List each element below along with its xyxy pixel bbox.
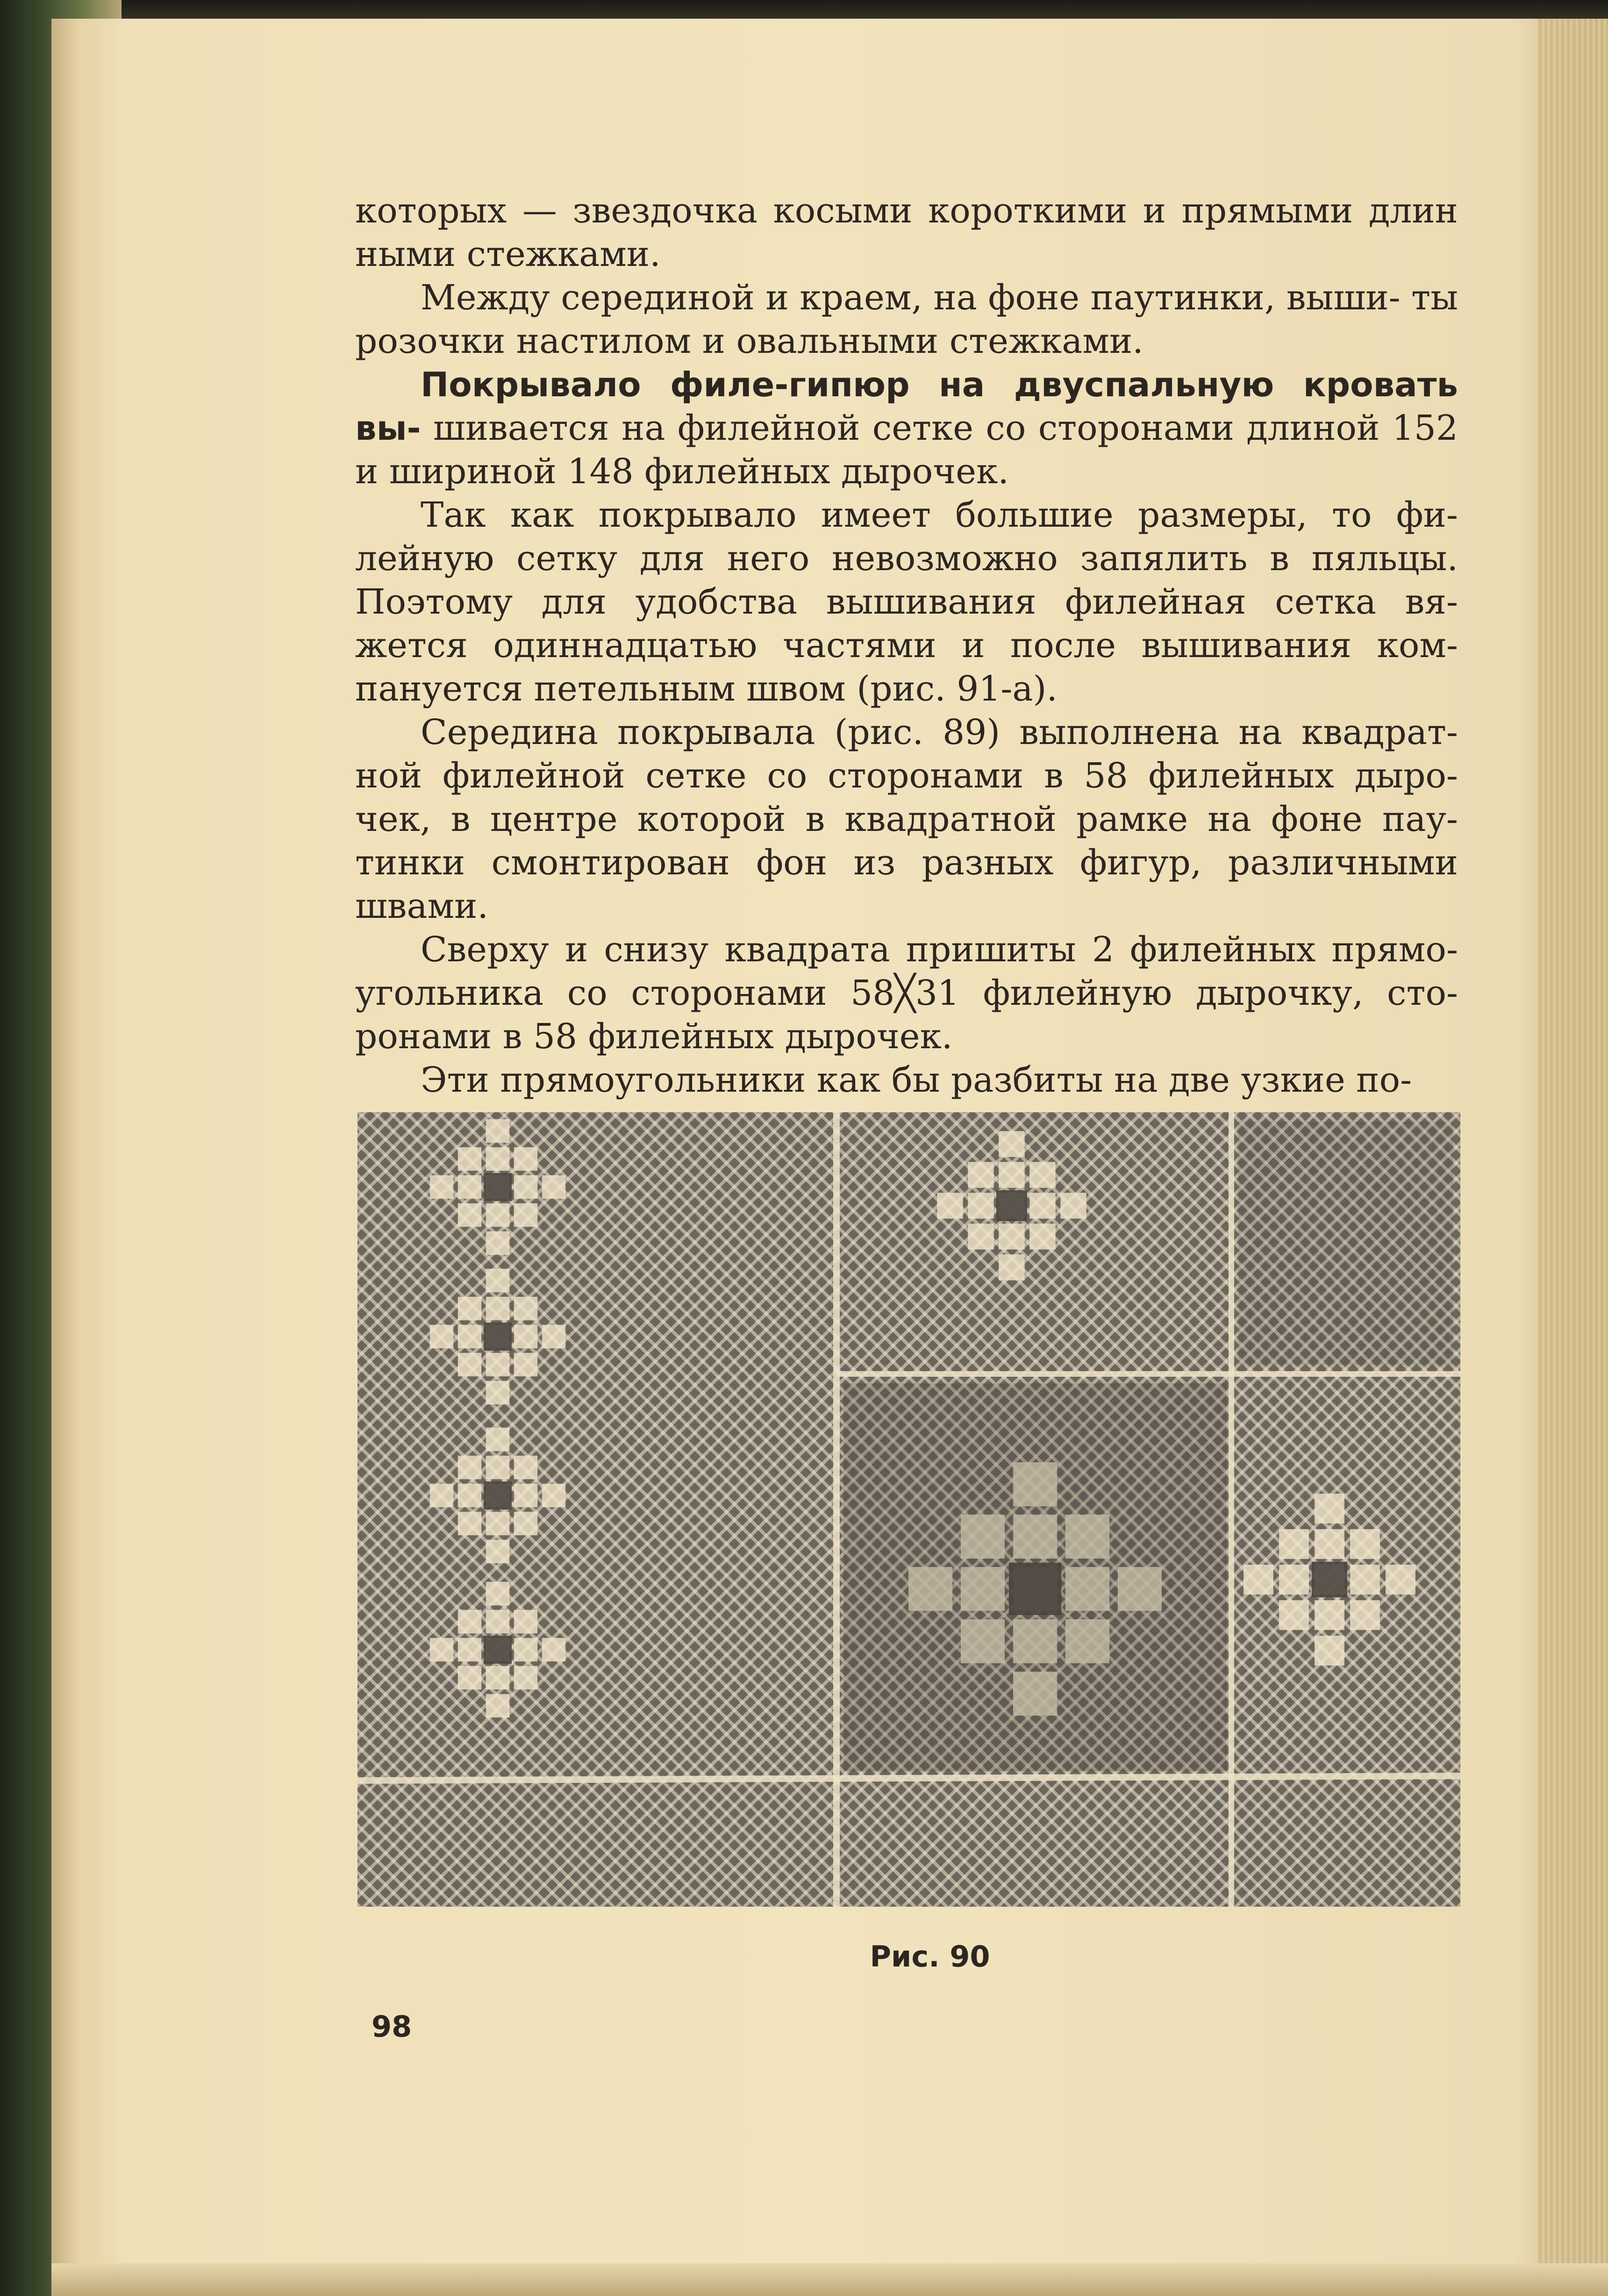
lace-block (486, 1203, 509, 1227)
lace-block (1315, 1636, 1344, 1666)
lace-block (486, 1381, 509, 1404)
lace-block (843, 1383, 1227, 1771)
lace-block (1029, 1223, 1055, 1249)
lace-block (1029, 1162, 1055, 1187)
lace-block (1315, 1529, 1344, 1559)
lace-block (999, 1254, 1024, 1280)
lace-block (458, 1175, 481, 1199)
lace-block (486, 1540, 509, 1563)
lace-block (486, 1353, 509, 1376)
lace-block (514, 1203, 537, 1227)
lace-block (486, 1231, 509, 1255)
page-stack-edge (1538, 19, 1608, 2296)
lace-block (514, 1297, 537, 1320)
lace-block (430, 1484, 453, 1507)
lace-block (486, 1456, 509, 1479)
lace-block (514, 1484, 537, 1507)
lace-block (458, 1203, 481, 1227)
lace-block (996, 1190, 1027, 1221)
lace-block (1244, 1565, 1273, 1595)
paragraph-run: шивается на филейной сетке со сторонами длиной 152 и шириной 148 филейных дырочек. (355, 408, 1458, 492)
lace-block (486, 1428, 509, 1451)
paragraph: Так как покрывало имеет большие размеры, то фи- лейную сетку для него невозможно запялить в пяльцы. Поэтому для удобства вышивания филейная сетка вя- жется одиннадцатью частями и после вышивания ком- пануется петельным швом (рис. 91-а). (355, 495, 1458, 709)
lace-block (458, 1610, 481, 1633)
lace-block (484, 1173, 512, 1201)
lace-block (968, 1162, 993, 1187)
lace-block (514, 1666, 537, 1689)
lace-block (1238, 1122, 1453, 1365)
lace-block (1350, 1600, 1380, 1630)
lace-block (542, 1638, 565, 1661)
lace-block (1350, 1565, 1380, 1595)
lace-block (514, 1325, 537, 1348)
lace-block (458, 1638, 481, 1661)
lace-block (1279, 1529, 1309, 1559)
lace-block (514, 1456, 537, 1479)
lace-block (1350, 1529, 1380, 1559)
lace-block (486, 1147, 509, 1171)
lace-block (968, 1193, 993, 1218)
lace-block (458, 1666, 481, 1689)
lace-block (514, 1610, 537, 1633)
lace-block (937, 1193, 963, 1218)
paragraph: Между серединой и краем, на фоне паутинки, выши- ты розочки настилом и овальными стежками. (355, 278, 1458, 361)
paragraph (355, 363, 1458, 494)
lace-block (999, 1131, 1024, 1157)
lace-block (486, 1582, 509, 1605)
lace-pattern-illustration (357, 1112, 1460, 1907)
lace-block (484, 1481, 512, 1509)
lace-block (1386, 1565, 1415, 1595)
lace-block (514, 1512, 537, 1535)
paragraph: Сверху и снизу квадрата пришиты 2 филейных прямо- угольника со сторонами 58╳31 филейную дырочку, сто- ронами в 58 филейных дырочек. (355, 930, 1458, 1057)
lace-block (486, 1269, 509, 1292)
lace-block (514, 1175, 537, 1199)
lace-block (458, 1512, 481, 1535)
page-bottom-edge (51, 2263, 1608, 2296)
lace-block (430, 1638, 453, 1661)
lace-seam (357, 1776, 1460, 1781)
paragraph: которых — звездочка косыми короткими и прямыми длин ными стежками. (355, 191, 1458, 274)
lace-block (486, 1610, 509, 1633)
lace-block (484, 1323, 512, 1351)
lace-block (430, 1325, 453, 1348)
lace-block (486, 1512, 509, 1535)
lace-block (514, 1147, 537, 1171)
lace-block (486, 1119, 509, 1143)
lace-block (514, 1353, 537, 1376)
bold-heading-run: Покрывало филе-гипюр на двуспальную кровать вы- (355, 365, 1458, 448)
lace-block (542, 1325, 565, 1348)
lace-block (1279, 1565, 1309, 1595)
lace-block (486, 1297, 509, 1320)
lace-block (968, 1223, 993, 1249)
lace-block (542, 1175, 565, 1199)
lace-block (486, 1666, 509, 1689)
lace-block (458, 1147, 481, 1171)
lace-block (514, 1638, 537, 1661)
lace-block (430, 1175, 453, 1199)
page-number: 98 (372, 2010, 412, 2044)
paragraph: Середина покрывала (рис. 89) выполнена на квадрат- ной филейной сетке со сторонами в 58 филейных дыро- чек, в центре которой в квадратной рамке на фоне пау- тинки смонтирован фон из разных фигур, различными швами. (355, 712, 1458, 926)
lace-block (1279, 1600, 1309, 1630)
paragraph: Эти прямоугольники как бы разбиты на две узкие по- (421, 1060, 1412, 1100)
body-text (355, 189, 1458, 1102)
lace-block (458, 1353, 481, 1376)
figure-caption: Рис. 90 (870, 1939, 990, 1974)
lace-block (542, 1484, 565, 1507)
lace-block (1312, 1562, 1347, 1597)
lace-figure-photo (357, 1112, 1460, 1907)
lace-block (1315, 1600, 1344, 1630)
lace-block (999, 1162, 1024, 1187)
lace-block (458, 1456, 481, 1479)
lace-block (484, 1636, 512, 1664)
lace-block (1315, 1494, 1344, 1524)
lace-block (1060, 1193, 1086, 1218)
lace-block (458, 1484, 481, 1507)
lace-block (458, 1325, 481, 1348)
lace-block (458, 1297, 481, 1320)
lace-block (1029, 1193, 1055, 1218)
lace-block (486, 1694, 509, 1717)
lace-block (999, 1223, 1024, 1249)
